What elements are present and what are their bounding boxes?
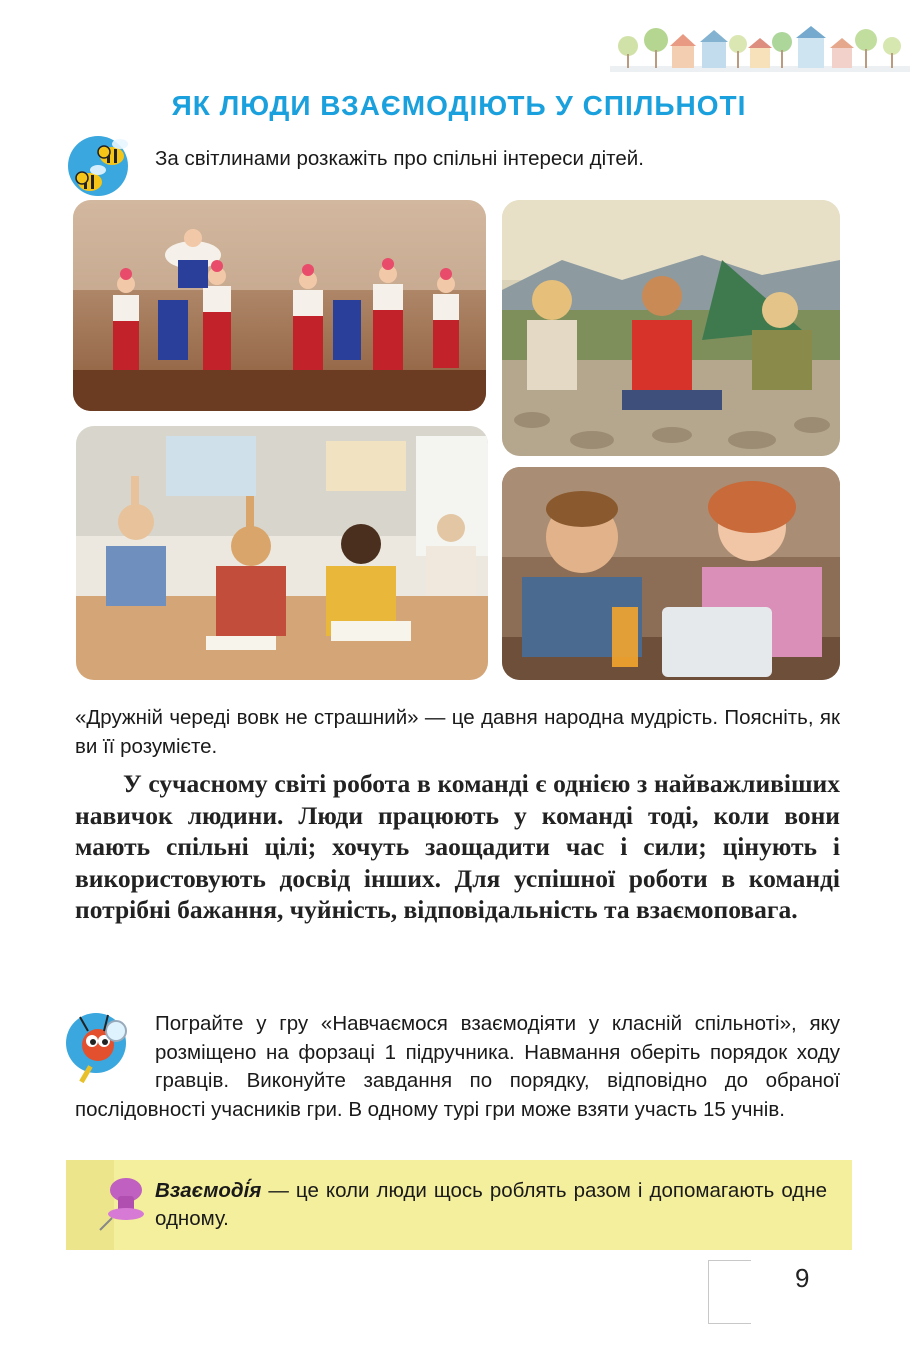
definition-text [155, 1177, 827, 1233]
definition-body: — це коли люди щось роблять разом і допомагають одне одному. [155, 1179, 827, 1230]
houses-illustration [610, 18, 910, 78]
page-title: ЯК ЛЮДИ ВЗАЄМОДІЮТЬ У СПІЛЬНОТІ [171, 90, 747, 121]
photo-classroom [76, 426, 488, 680]
photo-folk-dance [73, 200, 486, 411]
page-number: 9 [795, 1263, 810, 1293]
game-task-content: Пограйте у гру «Навчаємося взаємодіяти у класній спільноті», яку розміщено на форзаці 1 підручника. Навмання оберіть порядок ходу гравців. Виконуйте завдання по порядку, відповідно до обраної послідовності учасників гри. В одному турі гри може взяти участь 15 учнів. [75, 1012, 840, 1121]
photo-kids-tablet [502, 467, 840, 680]
proverb-task-text: «Дружній череді вовк не страшний» — це давня народна мудрість. Поясніть, як ви її розумієте. [75, 706, 840, 758]
main-paragraph-text: У сучасному світі робота в команді є однією з найважливіших навичок людини. Люди працюють у команді тоді, коли вони мають спільні цілі; хочуть заощадити час і сили; цінують і використовують досвід інших. Для успішної роботи в команді потрібні бажання, чуйність, відповідальність та взаємоповага. [75, 769, 840, 924]
photo-camping-kids [502, 200, 840, 456]
page-number-frame [708, 1260, 751, 1324]
main-paragraph [75, 768, 840, 926]
pushpin-icon [98, 1172, 148, 1232]
definition-term: Взаємоді́я [155, 1179, 262, 1202]
photo-task-text: За світлинами розкажіть про спільні інтереси дітей. [155, 147, 644, 170]
ant-icon-spacer [75, 1010, 155, 1090]
bees-icon [60, 128, 136, 198]
game-task-text [75, 1010, 840, 1124]
